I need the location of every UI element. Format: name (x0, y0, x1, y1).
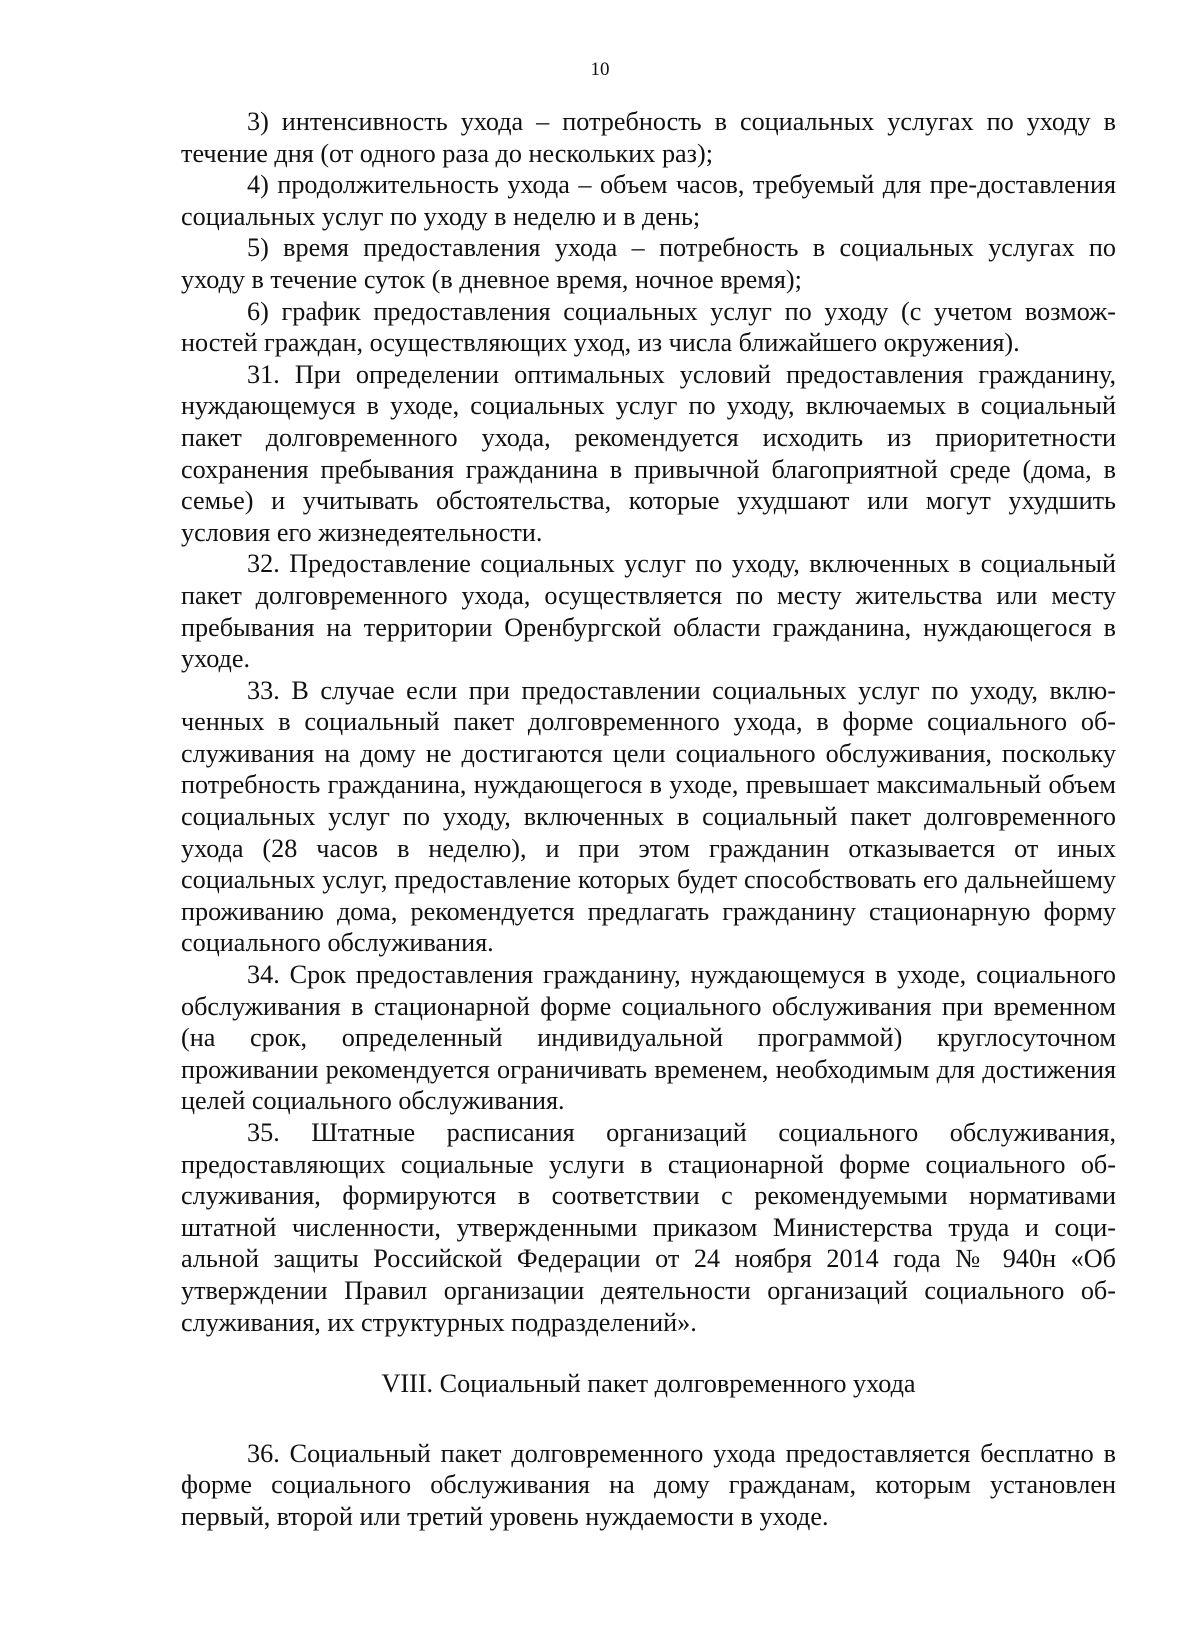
paragraph-item-4: 4) продолжительность ухода – объем часов, требуемый для пре-доставления социальных услуг по уходу в неделю и в день; (181, 170, 1116, 231)
paragraph-item-6: 6) график предоставления социальных услуг по уходу (с учетом возможностей граждан, осуществляющих уход, из числа ближайшего окружения). (181, 296, 1116, 358)
page-number: 10 (590, 59, 610, 80)
section-heading: VIII. Социальный пакет долговременного ухода (381, 1369, 916, 1399)
document-body (181, 106, 1116, 1533)
paragraph-32: 32. Предоставление социальных услуг по уходу, включенных в социальный пакет долговременного ухода, осуществляется по месту жительства или месту пребывания на территории Оренбургской области гражданина, нуждающегося в уходе. (181, 549, 1116, 674)
paragraph-33: 33. В случае если при предоставлении социальных услуг по уходу, включенных в социальный пакет долговременного ухода, в форме социального обслуживания на дому не достигаются цели социального обслуживания, поскольку потребность гражданина, нуждающегося в уходе, превышает максимальный объем социальных услуг по уходу, включенных в социальный пакет долговременного ухода (28 часов в неделю), и при этом гражданин отказывается от иных социальных услуг, предоставление которых будет способствовать его дальнейшему проживанию дома, рекомендуется предлагать гражданину стационарную форму социального обслуживания. (181, 675, 1116, 958)
paragraph-36: 36. Социальный пакет долговременного ухода предоставляется бесплатно в форме социального обслуживания на дому гражданам, которым установлен первый, второй или третий уровень нуждаемости в уходе. (181, 1438, 1116, 1531)
paragraph-item-5: 5) время предоставления ухода – потребность в социальных услугах по уходу в течение суток (в дневное время, ночное время); (181, 233, 1116, 294)
paragraph-34: 34. Срок предоставления гражданину, нуждающемуся в уходе, социального обслуживания в стационарной форме социального обслуживания при временном (на срок, определенный индивидуальной программой) круглосуточном проживании рекомендуется ограничивать временем, необходимым для достижения целей социального обслуживания. (181, 960, 1116, 1116)
paragraph-35: 35. Штатные расписания организаций социального обслуживания, предоставляющих социальные услуги в стационарной форме социального обслуживания, формируются в соответствии с рекомендуемыми нормативами штатной численности, утвержденными приказом Министерства труда и социальной защиты Российской Федерации от 24 ноября 2014 года № 940н «Об утверждении Правил организации деятельности организаций социального обслуживания, их структурных подразделений». (181, 1118, 1116, 1337)
paragraph-31: 31. При определении оптимальных условий предоставления гражданину, нуждающемуся в уходе, социальных услуг по уходу, включаемых в социальный пакет долговременного ухода, рекомендуется исходить из приоритетности сохранения пребывания гражданина в привычной благоприятной среде (дома, в семье) и учитывать обстоятельства, которые ухудшают или могут ухудшить условия его жизнедеятельности. (181, 359, 1116, 547)
paragraph-item-3: 3) интенсивность ухода – потребность в социальных услугах по уходу в течение дня (от одного раза до нескольких раз); (181, 107, 1116, 168)
